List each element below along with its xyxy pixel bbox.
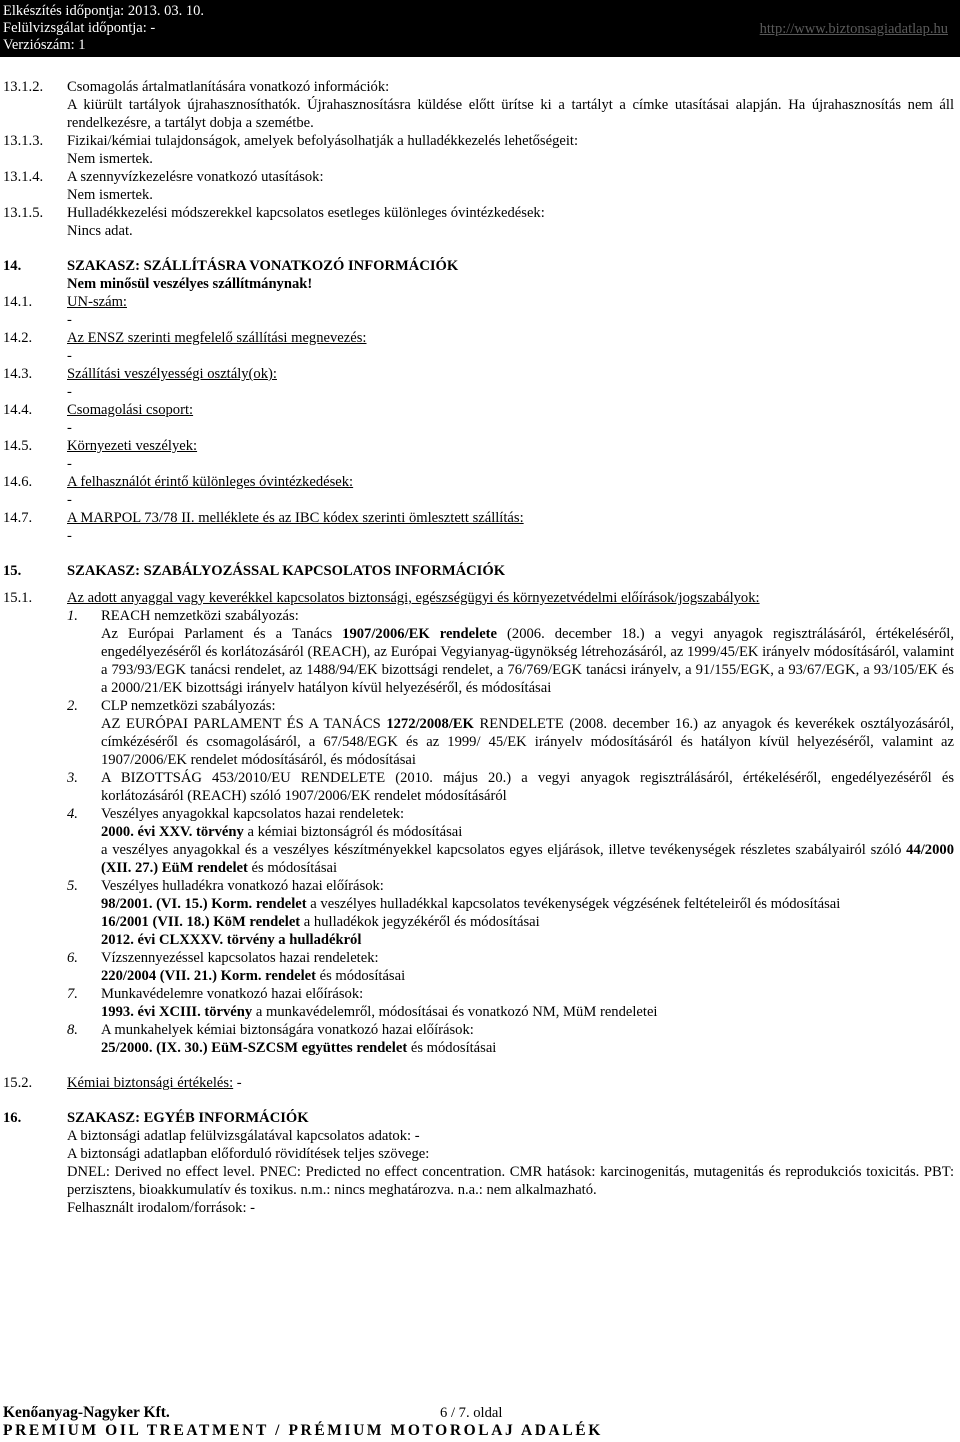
item-text: Nem ismertek. [67, 187, 153, 203]
regulation-8: 8. A munkahelyek kémiai biztonságára vonatkozó hazai előírások: 25/2000. (IX. 30.) EüM-SZCSM együttes rendelet és módosításai [67, 1022, 497, 1056]
section-15-2: 15.2. Kémiai biztonsági értékelés: - [3, 1075, 242, 1091]
item-title: A szennyvízkezelésre vonatkozó utasítások: [67, 169, 324, 185]
section-16-heading: 16. SZAKASZ: EGYÉB INFORMÁCIÓK [0, 1109, 960, 1127]
item-text: Nem ismertek. [67, 151, 153, 167]
item-text: Nincs adat. [67, 223, 133, 239]
regulation-4: 4. Veszélyes anyagokkal kapcsolatos hazai rendeletek: 2000. évi XXV. törvény a kémiai biztonságról és módosításai a veszélyes anyagokkal és a veszélyes készítményekkel kapcsolatos egyes eljárások, illetve tevékenységek részletes szabályairól szóló 44/2000 (XII. 27.) EüM rendelet és módosításai [67, 806, 954, 876]
other-info-4: Felhasznált irodalom/források: - [67, 1200, 256, 1216]
transport-item-value: - [67, 492, 72, 508]
version-number: Verziószám: 1 [3, 37, 86, 53]
document-header [0, 0, 960, 57]
website-link[interactable]: http://www.biztonsagiadatlap.hu [759, 21, 948, 37]
other-info-1: A biztonsági adatlap felülvizsgálatával kapcsolatos adatok: - [67, 1128, 420, 1144]
regulation-7: 7. Munkavédelemre vonatkozó hazai előírások: 1993. évi XCIII. törvény a munkavédelemről, módosításai és vonatkozó NM, MüM rendeletei [67, 986, 658, 1020]
other-info-2: A biztonsági adatlapban előforduló rövidítések teljes szövege: [67, 1146, 430, 1162]
company-name: Kenőanyag-Nagyker Kft. [3, 1404, 170, 1421]
item-title: Hulladékkezelési módszerekkel kapcsolatos esetleges különleges óvintézkedések: [67, 205, 545, 221]
transport-item-value: - [67, 384, 72, 400]
transport-item: 14.4. Csomagolási csoport: [3, 402, 194, 418]
item-title: Fizikai/kémiai tulajdonságok, amelyek befolyásolhatják a hulladékkezelés lehetőségeit: [67, 133, 579, 149]
item-title: Csomagolás ártalmatlanítására vonatkozó információk: [67, 79, 390, 95]
section-title: SZAKASZ: EGYÉB INFORMÁCIÓK [67, 1110, 309, 1126]
regulation-list [67, 607, 954, 1057]
section-15-1: 15.1. Az adott anyaggal vagy keverékkel kapcsolatos biztonsági, egészségügyi és környezetvédelmi előírások/jogszabályok: [3, 590, 760, 606]
product-slogan: PREMIUM OIL TREATMENT / PRÉMIUM MOTOROLAJ ADALÉK [3, 1422, 603, 1439]
page-number: 6 / 7. oldal [440, 1405, 503, 1421]
section-15-heading: 15. SZAKASZ: SZABÁLYOZÁSSAL KAPCSOLATOS INFORMÁCIÓK [0, 562, 960, 580]
transport-item-label: Szállítási veszélyességi osztály(ok): [67, 366, 277, 382]
transport-note: Nem minősül veszélyes szállítmánynak! [67, 276, 313, 292]
transport-item-value: - [67, 528, 72, 544]
item-title: Az adott anyaggal vagy keverékkel kapcsolatos biztonsági, egészségügyi és környezetvédelmi előírások/jogszabályok: [67, 590, 760, 606]
section-13-1-5: 13.1.5. Hulladékkezelési módszerekkel kapcsolatos esetleges különleges óvintézkedések: [3, 205, 545, 221]
review-date: Felülvizsgálat időpontja: - [3, 20, 156, 36]
transport-item-value: - [67, 420, 72, 436]
item-title: Kémiai biztonsági értékelés: [67, 1075, 234, 1091]
transport-item: 14.3. Szállítási veszélyességi osztály(ok): [3, 366, 277, 382]
transport-item-value: - [67, 312, 72, 328]
transport-item-label: UN-szám: [67, 294, 127, 310]
section-title: SZAKASZ: SZÁLLÍTÁSRA VONATKOZÓ INFORMÁCIÓK [67, 258, 459, 274]
regulation-2: 2. CLP nemzetközi szabályozás: AZ EURÓPAI PARLAMENT ÉS A TANÁCS 1272/2008/EK RENDELETE (2008. december 16.) az anyagok és keverékek osztályozásáról, címkézéséről és csomagolásáról, a 67/548/EGK és az 1999/ 45/EK irányelv módosításáról és hatályon kívül helyezéséről, valamint az 1907/2006/EK rendelet módosításáról, és módosításai [67, 698, 954, 768]
transport-item: 14.7. A MARPOL 73/78 II. melléklete és az IBC kódex szerinti ömlesztett szállítás: [3, 510, 524, 526]
regulation-3: 3. A BIZOTTSÁG 453/2010/EU RENDELETE (2010. május 20.) a vegyi anyagok regisztrálásáról, értékeléséről, engedélyezéséről és korlátozásáról (REACH) szóló 1907/2006/EK rendelet módosításáról [67, 770, 954, 804]
created-date: Elkészítés időpontja: 2013. 03. 10. [3, 3, 204, 19]
transport-item-value: - [67, 348, 72, 364]
transport-item: 14.6. A felhasználót érintő különleges óvintézkedések: [3, 474, 354, 490]
transport-item: 14.5. Környezeti veszélyek: [3, 438, 198, 454]
section-title: SZAKASZ: SZABÁLYOZÁSSAL KAPCSOLATOS INFORMÁCIÓK [67, 563, 506, 579]
section-13-1-3: 13.1.3. Fizikai/kémiai tulajdonságok, amelyek befolyásolhatják a hulladékkezelés lehetőségeit: [3, 133, 579, 149]
regulation-1: 1. REACH nemzetközi szabályozás: Az Európai Parlament és a Tanács 1907/2006/EK rendelete (2006. december 18.) a vegyi anyagok regisztrálásáról, értékeléséről, engedélyezéséről és korlátozásáról (REACH), az Európai Vegyianyag-ügynökség létrehozásáról, az 1999/45/EK irányelv módosításáról, valamint a 793/93/EGK tanácsi rendelet, az 1488/94/EK bizottsági rendelet, a 76/769/EGK tanácsi irányelv, a 91/155/EGK, a 93/67/EGK, a 93/105/EK és a 2000/21/EK bizottsági irányelv hatályon kívül helyezéséről, és módosításai [67, 608, 954, 696]
transport-item-label: Környezeti veszélyek: [67, 438, 198, 454]
transport-item: 14.2. Az ENSZ szerinti megfelelő szállítási megnevezés: [3, 330, 367, 346]
transport-item-label: Csomagolási csoport: [67, 402, 194, 418]
transport-items [0, 293, 960, 545]
transport-item-label: Az ENSZ szerinti megfelelő szállítási megnevezés: [67, 330, 367, 346]
transport-item: 14.1. UN-szám: [3, 294, 127, 310]
section-13-1-2: 13.1.2. Csomagolás ártalmatlanítására vonatkozó információk: [3, 79, 390, 95]
transport-item-label: A MARPOL 73/78 II. melléklete és az IBC kódex szerinti ömlesztett szállítás: [67, 510, 524, 526]
regulation-5: 5. Veszélyes hulladékra vonatkozó hazai előírások: 98/2001. (VI. 15.) Korm. rendelet a veszélyes hulladékkal kapcsolatos tevékenységek végzésének feltételeiről és módosításai 16/2001 (VII. 18.) KöM rendelet a hulladékok jegyzékéről és módosításai 2012. évi CLXXXV. törvény a hulladékról [67, 878, 841, 948]
regulation-6: 6. Vízszennyezéssel kapcsolatos hazai rendeletek: 220/2004 (VII. 21.) Korm. rendelet és módosításai [67, 950, 406, 984]
section-14-heading: 14. SZAKASZ: SZÁLLÍTÁSRA VONATKOZÓ INFORMÁCIÓK [0, 257, 960, 275]
section-13-1-4: 13.1.4. A szennyvízkezelésre vonatkozó utasítások: [3, 169, 324, 185]
abbreviations: DNEL: Derived no effect level. PNEC: Predicted no effect concentration. CMR hatások: karcinogenitás, mutagenitás és reprodukciós toxicitás. PBT: perzisztens, bioakkumulatív és toxikus. n.m.: nincs meghatározva. n.a.: nem alkalmazható. [67, 1164, 954, 1198]
transport-item-value: - [67, 456, 72, 472]
item-text: A kiürült tartályok újrahasznosíthatók. Újrahasznosításra küldése előtt ürítse ki a tartályt a címke utasításai alapján. Ha újrahasznosítás nem áll rendelkezésre, a tartályt dobja a szemétbe. [67, 97, 954, 131]
document-body [0, 78, 960, 1217]
transport-item-label: A felhasználót érintő különleges óvintézkedések: [67, 474, 354, 490]
